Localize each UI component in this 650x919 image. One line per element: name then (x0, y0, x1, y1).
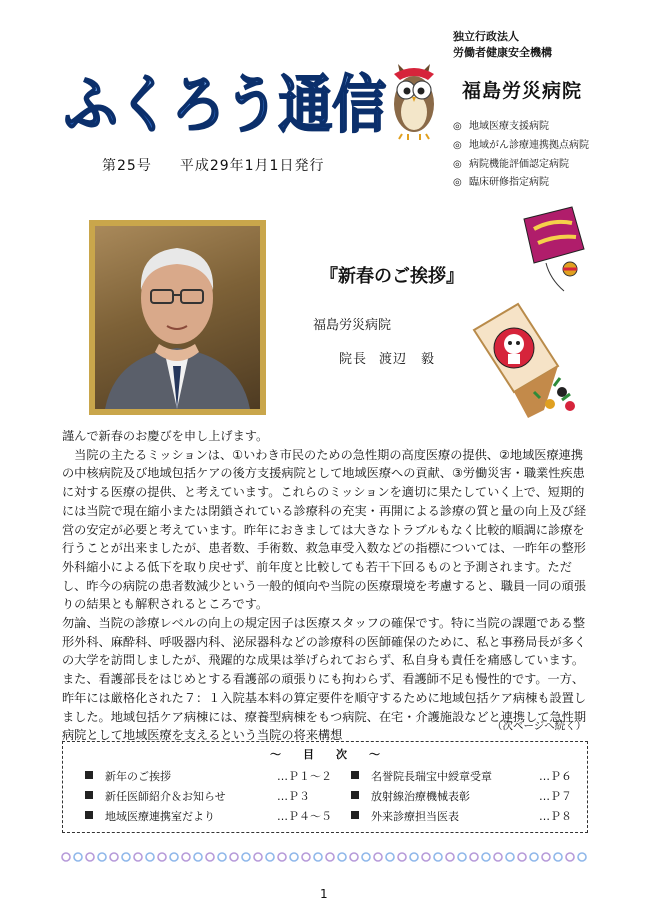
body-paragraph: 謹んで新春のお慶びを申し上げます。 (62, 429, 269, 443)
decorative-dot (374, 853, 382, 861)
decorative-dot-border (60, 851, 588, 863)
article-body (62, 427, 590, 745)
toc-item[interactable]: 地域医療連携室だより (85, 808, 215, 824)
decorative-dot (506, 853, 514, 861)
decorative-dot (290, 853, 298, 861)
decorative-dot (470, 853, 478, 861)
decorative-dot (518, 853, 526, 861)
decorative-dot (338, 853, 346, 861)
decorative-dot (74, 853, 82, 861)
designation-item: ◎ 臨床研修指定病院 (453, 177, 549, 188)
toc-heading: ～ 目 次 ～ (270, 748, 380, 761)
issue-line (102, 155, 324, 175)
issue-number: 第25号 (102, 158, 152, 174)
decorative-dot (218, 853, 226, 861)
decorative-dot (326, 853, 334, 861)
decorative-dot (554, 853, 562, 861)
owl-mascot-icon (388, 64, 440, 140)
issue-date: 平成29年1月1日発行 (179, 158, 325, 174)
bullet-icon (351, 771, 359, 779)
org-line-1: 独立行政法人 (453, 30, 519, 43)
decorative-dot (434, 853, 442, 861)
decorative-dot (350, 853, 358, 861)
hospital-name: 福島労災病院 (462, 80, 583, 102)
designation-item: ◎ 地域医療支援病院 (453, 121, 549, 132)
decorative-dot (134, 853, 142, 861)
body-paragraph: 勿論、当院の診療レベルの向上の規定因子は医療スタッフの確保です。特に当院の課題である整形外科、麻酔科、呼吸器内科、泌尿器科などの診療科の医師確保のために、私と事務局長が多くの大学を訪問しましたが、飛躍的な成果は挙げられておらず、私自身も責任を痛感しています。また、看護部長をはじめとする看護部の頑張りにも拘わらず、看護師不足も慢性的です。一方、昨年には厳格化された７：１入院基本料の算定要件を順守するために地域包括ケア病棟も設置しました。地域包括ケア病棟には、療養型病棟をもつ病院、在宅・介護施設などと連携して急性期病院として地域医療を支えるという当院の将来構想 (62, 616, 587, 743)
bullet-icon (351, 811, 359, 819)
masthead-title (62, 54, 392, 144)
greeting-hospital: 福島労災病院 (313, 318, 392, 333)
portrait-illustration (95, 226, 260, 409)
designation-item: ◎ 病院機能評価認定病院 (453, 159, 569, 170)
decorative-dot (458, 853, 466, 861)
decorative-dot (122, 853, 130, 861)
toc-page-ref: …Ｐ４～５ (277, 810, 332, 823)
kite-icon (516, 205, 590, 295)
toc-item[interactable]: 放射線治療機械表彰 (351, 788, 470, 804)
toc-item[interactable]: 名誉院長瑞宝中綬章受章 (351, 768, 492, 784)
decorative-dot (386, 853, 394, 861)
toc-item[interactable]: 新年のご挨拶 (85, 768, 171, 784)
toc-item[interactable]: 新任医師紹介＆お知らせ (85, 788, 226, 804)
decorative-dot (110, 853, 118, 861)
decorative-dot (146, 853, 154, 861)
toc-page-ref: …Ｐ８ (539, 810, 572, 823)
org-line-2: 労働者健康安全機構 (453, 46, 552, 59)
decorative-dot (242, 853, 250, 861)
decorative-dot (266, 853, 274, 861)
decorative-dot (530, 853, 538, 861)
toc-item[interactable]: 外来診療担当医表 (351, 808, 459, 824)
hagoita-paddle-icon (462, 300, 580, 422)
decorative-dot (302, 853, 310, 861)
decorative-dot (230, 853, 238, 861)
toc-page-ref: …Ｐ３ (277, 790, 310, 803)
table-of-contents (62, 741, 588, 833)
greeting-role: 院長 (339, 352, 368, 367)
greeting-title: 『新春のご挨拶』 (320, 266, 464, 287)
decorative-dot (362, 853, 370, 861)
decorative-dot (170, 853, 178, 861)
bullet-icon (351, 791, 359, 799)
body-paragraph: 当院の主たるミッションは、①いわき市民のための急性期の高度医療の提供、②地域医療連携の中核病院及び地域包括ケアの後方支援病院として地域医療への貢献、③労働災害・職業性疾患に対する医療の提供、と考えています。これらのミッションを適切に果たしていく上で、短期的には当院で現在縮小または閉鎖されている診療科の充実・再開による診療の質と量の向上及び経営の安定が必要と考えています。昨年におきましては大きなトラブルもなく比較的順調に診療を行うことが出来ましたが、患者数、手術数、救急車受入数などの指標については、一昨年の整形外科縮小による低下を取り戻せず、前年度と比較しても若干下回るものと予測されます。ただし、昨今の病院の患者数減少という一般的傾向や当院の医療環境を考慮すると、職員一同の頑張りの結果とも解釈されるところです。 (62, 447, 587, 612)
decorative-dot (566, 853, 574, 861)
decorative-dot (578, 853, 586, 861)
decorative-dot (62, 853, 70, 861)
decorative-dot (422, 853, 430, 861)
decorative-dot (542, 853, 550, 861)
director-photo (89, 220, 266, 415)
toc-page-ref: …Ｐ７ (539, 790, 572, 803)
decorative-dot (482, 853, 490, 861)
decorative-dot (494, 853, 502, 861)
decorative-dot (254, 853, 262, 861)
bullet-icon (85, 811, 93, 819)
decorative-dot (98, 853, 106, 861)
toc-page-ref: …Ｐ６ (539, 770, 572, 783)
page-number: 1 (320, 887, 328, 901)
toc-page-ref: …Ｐ１～２ (277, 770, 332, 783)
greeting-signature (339, 348, 435, 367)
continued-note: （次ページへ続く） (492, 720, 587, 732)
decorative-dot (314, 853, 322, 861)
masthead-title-text: ふくろう通信 (64, 68, 386, 141)
decorative-dot (86, 853, 94, 861)
bullet-icon (85, 791, 93, 799)
decorative-dot (410, 853, 418, 861)
decorative-dot (278, 853, 286, 861)
decorative-dot (206, 853, 214, 861)
decorative-dot (158, 853, 166, 861)
greeting-name: 渡辺 毅 (379, 352, 436, 367)
designation-item: ◎ 地域がん診療連携拠点病院 (453, 140, 589, 151)
decorative-dot (194, 853, 202, 861)
decorative-dot (446, 853, 454, 861)
bullet-icon (85, 771, 93, 779)
decorative-dot (398, 853, 406, 861)
decorative-dot (182, 853, 190, 861)
